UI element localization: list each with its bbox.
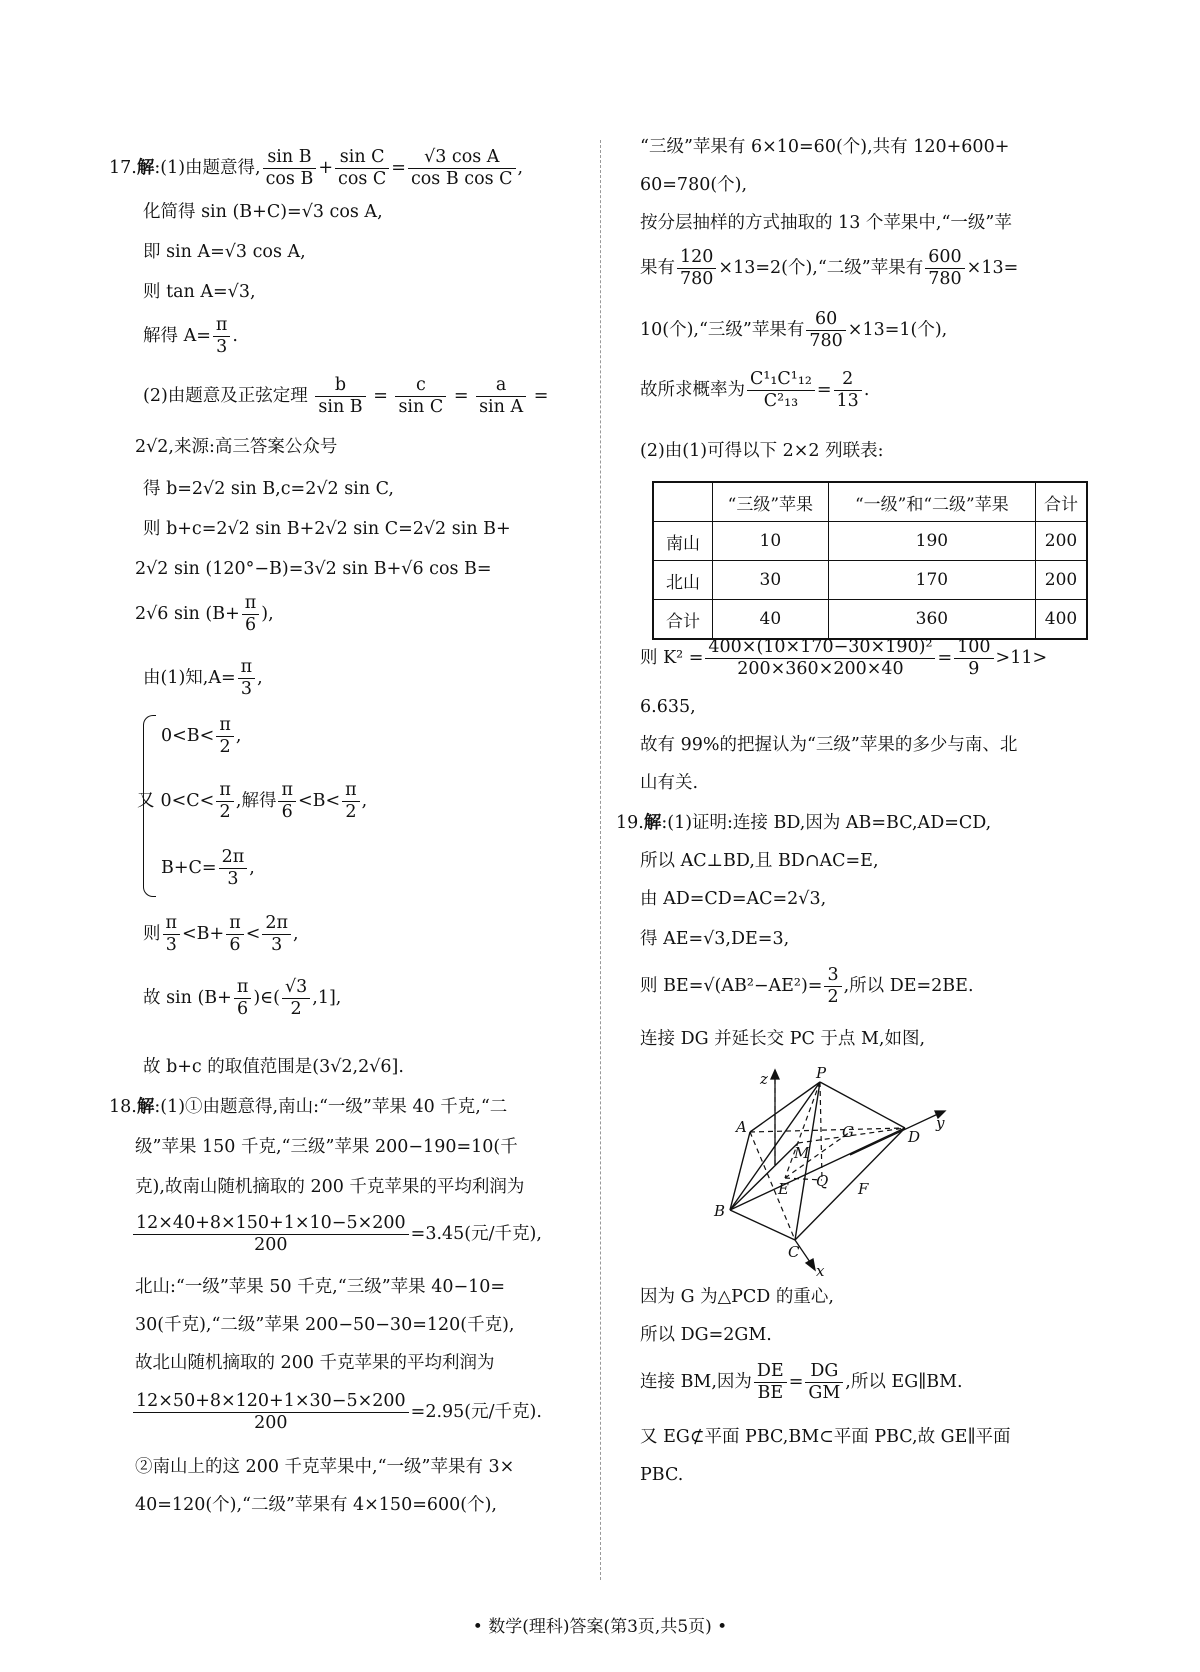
table-cell: 合计 xyxy=(1036,482,1088,522)
fraction xyxy=(705,637,935,680)
text: = xyxy=(937,648,953,668)
text: = xyxy=(816,380,832,400)
denominator: 200 xyxy=(254,1235,288,1255)
denominator: cos B cos C xyxy=(410,169,513,189)
q17-line-4: 则 tan A=√3, xyxy=(143,282,256,302)
table-cell: 200 xyxy=(1036,561,1088,600)
numerator: π xyxy=(226,913,244,935)
text: 0<C< xyxy=(160,791,215,811)
q19-line-6: 连接 DG 并延长交 PC 于点 M,如图, xyxy=(640,1029,926,1049)
q19-line-5 xyxy=(640,965,974,1008)
label-x: x xyxy=(816,1262,825,1280)
label-C: C xyxy=(788,1243,800,1261)
fraction xyxy=(216,780,234,823)
q19-line-2: 所以 AC⊥BD,且 BD∩AC=E, xyxy=(640,851,879,871)
label-z: z xyxy=(760,1070,768,1088)
solution-label: 解 xyxy=(643,813,662,833)
numerator: sin C xyxy=(335,147,389,169)
denominator: sin C xyxy=(398,397,444,417)
fraction xyxy=(754,1361,787,1404)
q17-line-18: 故 b+c 的取值范围是(3√2,2√6]. xyxy=(143,1057,404,1077)
question-number: 19. xyxy=(616,813,644,833)
fraction xyxy=(133,1213,409,1256)
numerator: b xyxy=(315,375,365,397)
table-row xyxy=(653,600,1087,640)
denominator: 6 xyxy=(281,802,293,822)
q18-line-7: 故北山随机摘取的 200 千克苹果的平均利润为 xyxy=(135,1353,495,1373)
text: ,解得 xyxy=(235,791,277,811)
fraction xyxy=(278,780,296,823)
numerator: 60 xyxy=(806,309,845,331)
q18-right-line-4 xyxy=(640,247,1018,290)
text: 又 xyxy=(137,791,155,811)
denominator: 6 xyxy=(229,935,241,955)
fraction xyxy=(219,847,248,890)
label-M: M xyxy=(794,1144,810,1162)
numerator: 2π xyxy=(262,913,291,935)
text: ,所以 DE=2BE. xyxy=(843,976,974,996)
numerator: 2π xyxy=(219,847,248,869)
denominator: 6 xyxy=(237,999,249,1019)
table-cell: 170 xyxy=(828,561,1035,600)
text: =2.95(元/千克). xyxy=(410,1402,542,1422)
denominator: 2 xyxy=(345,802,357,822)
q19-line-10: 又 EG⊄平面 PBC,BM⊂平面 PBC,故 GE∥平面 xyxy=(640,1427,1011,1447)
q17-line-9: 则 b+c=2√2 sin B+2√2 sin C=2√2 sin B+ xyxy=(143,519,511,539)
solution-label: 解 xyxy=(136,1097,155,1117)
fraction xyxy=(925,247,964,290)
table-cell: 40 xyxy=(713,600,829,640)
contingency-table xyxy=(652,481,1088,640)
q17-line-1: 17.解:(1)由题意得, $\frac{\text{sin B}}{\text{cos B}}$ + $\frac{\text{sin C}}{\text{cos C}}$ = $\frac{\text{√3 cos A}}{\text{cos B cos C}}$ , xyxy=(109,147,524,189)
denominator: 3 xyxy=(165,935,177,955)
text: :(1)由题意得, xyxy=(154,158,261,178)
fraction xyxy=(262,913,291,956)
denominator: 6 xyxy=(244,615,257,635)
fraction xyxy=(226,913,244,956)
numerator: π xyxy=(216,715,234,737)
text: < xyxy=(245,924,261,944)
q18-right-line-1: “三级”苹果有 6×10=60(个),共有 120+600+ xyxy=(640,137,1010,157)
numerator: a xyxy=(476,375,526,397)
text: ×13= xyxy=(966,258,1019,278)
table-cell: “一级”和“二级”苹果 xyxy=(828,482,1035,522)
denominator: cos C xyxy=(338,169,387,189)
numerator: π xyxy=(278,780,296,802)
table-cell: 10 xyxy=(713,522,829,561)
denominator: 3 xyxy=(216,337,228,357)
numerator: 400×(10×170−30×190)² xyxy=(705,637,935,659)
q18-line-10: 40=120(个),“二级”苹果有 4×150=600(个), xyxy=(135,1495,497,1515)
q17-line-12: 由(1)知,A= $\frac{\pi}{3}$ , xyxy=(143,657,263,699)
fraction xyxy=(954,637,993,680)
question-number: 17. xyxy=(109,158,137,178)
fraction xyxy=(163,913,181,956)
fraction xyxy=(834,369,862,412)
fraction xyxy=(315,375,365,418)
label-B: B xyxy=(714,1202,726,1220)
text: 10(个),“三级”苹果有 xyxy=(640,320,805,340)
numerator: C¹₁C¹₁₂ xyxy=(747,369,815,391)
numerator: π xyxy=(238,657,256,679)
q18-right-line-10: 故有 99%的把握认为“三级”苹果的多少与南、北 xyxy=(640,735,1018,755)
denominator: C²₁₃ xyxy=(763,391,799,411)
denominator: 780 xyxy=(928,269,962,289)
numerator: π xyxy=(242,593,260,615)
q18-right-line-3: 按分层抽样的方式抽取的 13 个苹果中,“一级”苹 xyxy=(640,213,1012,233)
denominator: 2 xyxy=(290,999,302,1019)
q18-right-line-6: 故所求概率为 $\frac{\text{C¹₁C¹₁₂}}{\text{C²₁₃}}$ = $\frac{2}{13}$ . xyxy=(640,369,870,411)
q17-line-5: 解得 A= $\frac{\pi}{3}$ . xyxy=(143,315,238,357)
fraction xyxy=(805,1361,843,1404)
fraction xyxy=(133,1391,409,1434)
numerator: sin B xyxy=(263,147,317,169)
question-number: 18. xyxy=(109,1097,137,1117)
fraction xyxy=(213,315,231,358)
denominator: 780 xyxy=(680,269,714,289)
text: ,所以 EG∥BM. xyxy=(845,1372,963,1392)
denominator: 2 xyxy=(219,737,231,757)
q17-line-11 xyxy=(135,593,274,636)
q17-line-13: 0<B< $\frac{\pi}{2}$ , xyxy=(161,715,242,757)
q18-right-line-11: 山有关. xyxy=(640,773,699,793)
text: 解得 A= xyxy=(143,326,211,346)
label-A: A xyxy=(736,1118,747,1136)
label-E: E xyxy=(778,1180,789,1198)
text: ×13=1(个), xyxy=(847,320,948,340)
numerator: π xyxy=(213,315,231,337)
denominator: sin A xyxy=(479,397,524,417)
q17-line-7: 2√2,来源:高三答案公众号 xyxy=(135,437,338,457)
table-cell: “三级”苹果 xyxy=(713,482,829,522)
denominator: 3 xyxy=(271,935,283,955)
q17-line-17 xyxy=(143,977,341,1020)
q18-line-5: 北山:“一级”苹果 50 千克,“三级”苹果 40−10= xyxy=(135,1277,506,1297)
q17-line-3: 即 sin A=√3 cos A, xyxy=(143,242,306,262)
fraction xyxy=(242,593,260,636)
numerator: 120 xyxy=(677,247,716,269)
numerator: π xyxy=(163,913,181,935)
fraction xyxy=(677,247,716,290)
denominator: 13 xyxy=(836,391,859,411)
fraction xyxy=(263,147,317,190)
q17-line-8: 得 b=2√2 sin B,c=2√2 sin C, xyxy=(143,479,394,499)
table-cell: 360 xyxy=(828,600,1035,640)
fraction xyxy=(216,715,234,758)
denominator: 2 xyxy=(827,987,839,1007)
table-cell: 30 xyxy=(713,561,829,600)
table-cell: 北山 xyxy=(653,561,713,600)
numerator: 100 xyxy=(954,637,993,659)
numerator: √3 cos A xyxy=(408,147,516,169)
q19-line-3: 由 AD=CD=AC=2√3, xyxy=(640,889,827,909)
table-row xyxy=(653,561,1087,600)
q19-line-8: 所以 DG=2GM. xyxy=(640,1325,772,1345)
text: ,1], xyxy=(312,988,342,1008)
q18-line-2: 级”苹果 150 千克,“三级”苹果 200−190=10(千 xyxy=(135,1137,518,1157)
numerator: π xyxy=(216,780,234,802)
text: 由(1)知,A= xyxy=(143,668,236,688)
numerator: 2 xyxy=(834,369,862,391)
text: <B+ xyxy=(182,924,225,944)
denominator: 9 xyxy=(968,659,980,679)
numerator: 12×40+8×150+1×10−5×200 xyxy=(133,1213,409,1235)
table-cell: 南山 xyxy=(653,522,713,561)
label-G: G xyxy=(842,1123,854,1141)
label-P: P xyxy=(816,1064,827,1082)
fraction xyxy=(806,309,845,352)
table-cell: 400 xyxy=(1036,600,1088,640)
text: )∈( xyxy=(253,988,280,1008)
pyramid-figure xyxy=(714,1064,1020,1290)
fraction xyxy=(408,147,516,190)
q18-line-3: 克),故南山随机摘取的 200 千克苹果的平均利润为 xyxy=(135,1177,525,1197)
numerator: π xyxy=(234,977,252,999)
fraction xyxy=(234,977,252,1020)
q18-right-line-9: 6.635, xyxy=(640,697,696,717)
denominator: 3 xyxy=(227,869,239,889)
q19-line-7: 因为 G 为△PCD 的重心, xyxy=(640,1287,834,1307)
column-divider xyxy=(600,140,601,1580)
table-cell: 合计 xyxy=(653,600,713,640)
numerator: π xyxy=(342,780,360,802)
table-header-row xyxy=(653,482,1087,522)
q18-line-9: ②南山上的这 200 千克苹果中,“一级”苹果有 3× xyxy=(135,1457,515,1477)
text: 果有 xyxy=(640,258,675,278)
text: ), xyxy=(261,604,274,624)
text: :(1)证明:连接 BD,因为 AB=BC,AD=CD, xyxy=(661,813,992,833)
q18-line-8 xyxy=(131,1391,542,1434)
q17-line-15: B+C= $\frac{2\pi}{3}$ , xyxy=(161,847,255,889)
fraction xyxy=(476,375,526,418)
text: 连接 BM,因为 xyxy=(640,1372,752,1392)
table-cell: 200 xyxy=(1036,522,1088,561)
text: (2)由题意及正弦定理 xyxy=(143,386,308,406)
label-Q: Q xyxy=(816,1172,829,1190)
text: ×13=2(个),“二级”苹果有 xyxy=(718,258,924,278)
q18-line-4 xyxy=(131,1213,542,1256)
q19-line-9 xyxy=(640,1361,963,1404)
fraction xyxy=(282,977,310,1020)
text: =3.45(元/千克), xyxy=(410,1224,542,1244)
denominator: sin B xyxy=(318,397,363,417)
numerator: 600 xyxy=(925,247,964,269)
fraction xyxy=(342,780,360,823)
denominator: 780 xyxy=(809,331,843,351)
denominator: cos B xyxy=(265,169,314,189)
numerator: 12×50+8×120+1×30−5×200 xyxy=(133,1391,409,1413)
label-F: F xyxy=(858,1180,869,1198)
text: = xyxy=(788,1372,804,1392)
q19-line-4: 得 AE=√3,DE=3, xyxy=(640,929,790,949)
q18-right-line-2: 60=780(个), xyxy=(640,175,748,195)
page-footer: • 数学(理科)答案(第3页,共5页) • xyxy=(472,1617,728,1637)
text: 则 BE=√(AB²−AE²)= xyxy=(640,976,823,996)
solution-label: 解 xyxy=(136,158,155,178)
q18-right-line-7: (2)由(1)可得以下 2×2 列联表: xyxy=(640,441,884,461)
text: >11> xyxy=(995,648,1048,668)
text: 0<B< xyxy=(161,726,215,746)
denominator: BE xyxy=(757,1383,784,1403)
fraction xyxy=(238,657,256,700)
text: B+C= xyxy=(161,858,217,878)
label-y: y xyxy=(936,1114,945,1132)
numerator: c xyxy=(395,375,446,397)
q18-right-line-8 xyxy=(640,637,1047,680)
q18-line-1 xyxy=(109,1095,507,1119)
q17-line-16: 则 $\frac{\pi}{3}$ <B+ $\frac{\pi}{6}$ < $\frac{2\pi}{3}$ , xyxy=(143,913,299,955)
fraction xyxy=(824,965,841,1008)
text: 故所求概率为 xyxy=(640,380,745,400)
fraction xyxy=(335,147,389,190)
text: :(1)①由题意得,南山:“一级”苹果 40 千克,“二 xyxy=(154,1097,508,1117)
label-D: D xyxy=(908,1128,921,1146)
table-cell xyxy=(653,482,713,522)
denominator: 3 xyxy=(240,679,252,699)
text: 2√6 sin (B+ xyxy=(135,604,240,624)
q19-line-1 xyxy=(616,811,991,835)
q17-line-10: 2√2 sin (120°−B)=3√2 sin B+√6 cos B= xyxy=(135,559,492,579)
text: 则 K² = xyxy=(640,648,704,668)
denominator: GM xyxy=(808,1383,841,1403)
numerator: DG xyxy=(805,1361,843,1383)
denominator: 2 xyxy=(219,802,231,822)
text: 故 sin (B+ xyxy=(143,988,232,1008)
text: <B< xyxy=(297,791,341,811)
fraction xyxy=(395,375,446,418)
table-cell: 190 xyxy=(828,522,1035,561)
numerator: √3 xyxy=(282,977,310,999)
denominator: 200×360×200×40 xyxy=(737,659,904,679)
numerator: 3 xyxy=(824,965,841,987)
fraction xyxy=(747,369,815,412)
q19-line-11: PBC. xyxy=(640,1465,684,1485)
numerator: DE xyxy=(754,1361,787,1383)
q17-line-2: 化简得 sin (B+C)=√3 cos A, xyxy=(143,202,383,222)
denominator: 200 xyxy=(254,1413,288,1433)
text: 则 xyxy=(143,924,161,944)
q17-line-6: (2)由题意及正弦定理 $\frac{b}{\text{sin B}}$ = $\frac{c}{\text{sin C}}$ = $\frac{a}{\text{sin A}}$ = xyxy=(143,375,549,417)
table-row xyxy=(653,522,1087,561)
q18-line-6: 30(千克),“二级”苹果 200−50−30=120(千克), xyxy=(135,1315,515,1335)
q17-line-14: 又 0<C< $\frac{\pi}{2}$ ,解得 $\frac{\pi}{6}$ <B< $\frac{\pi}{2}$ , xyxy=(137,780,368,822)
q18-right-line-5 xyxy=(640,309,947,352)
